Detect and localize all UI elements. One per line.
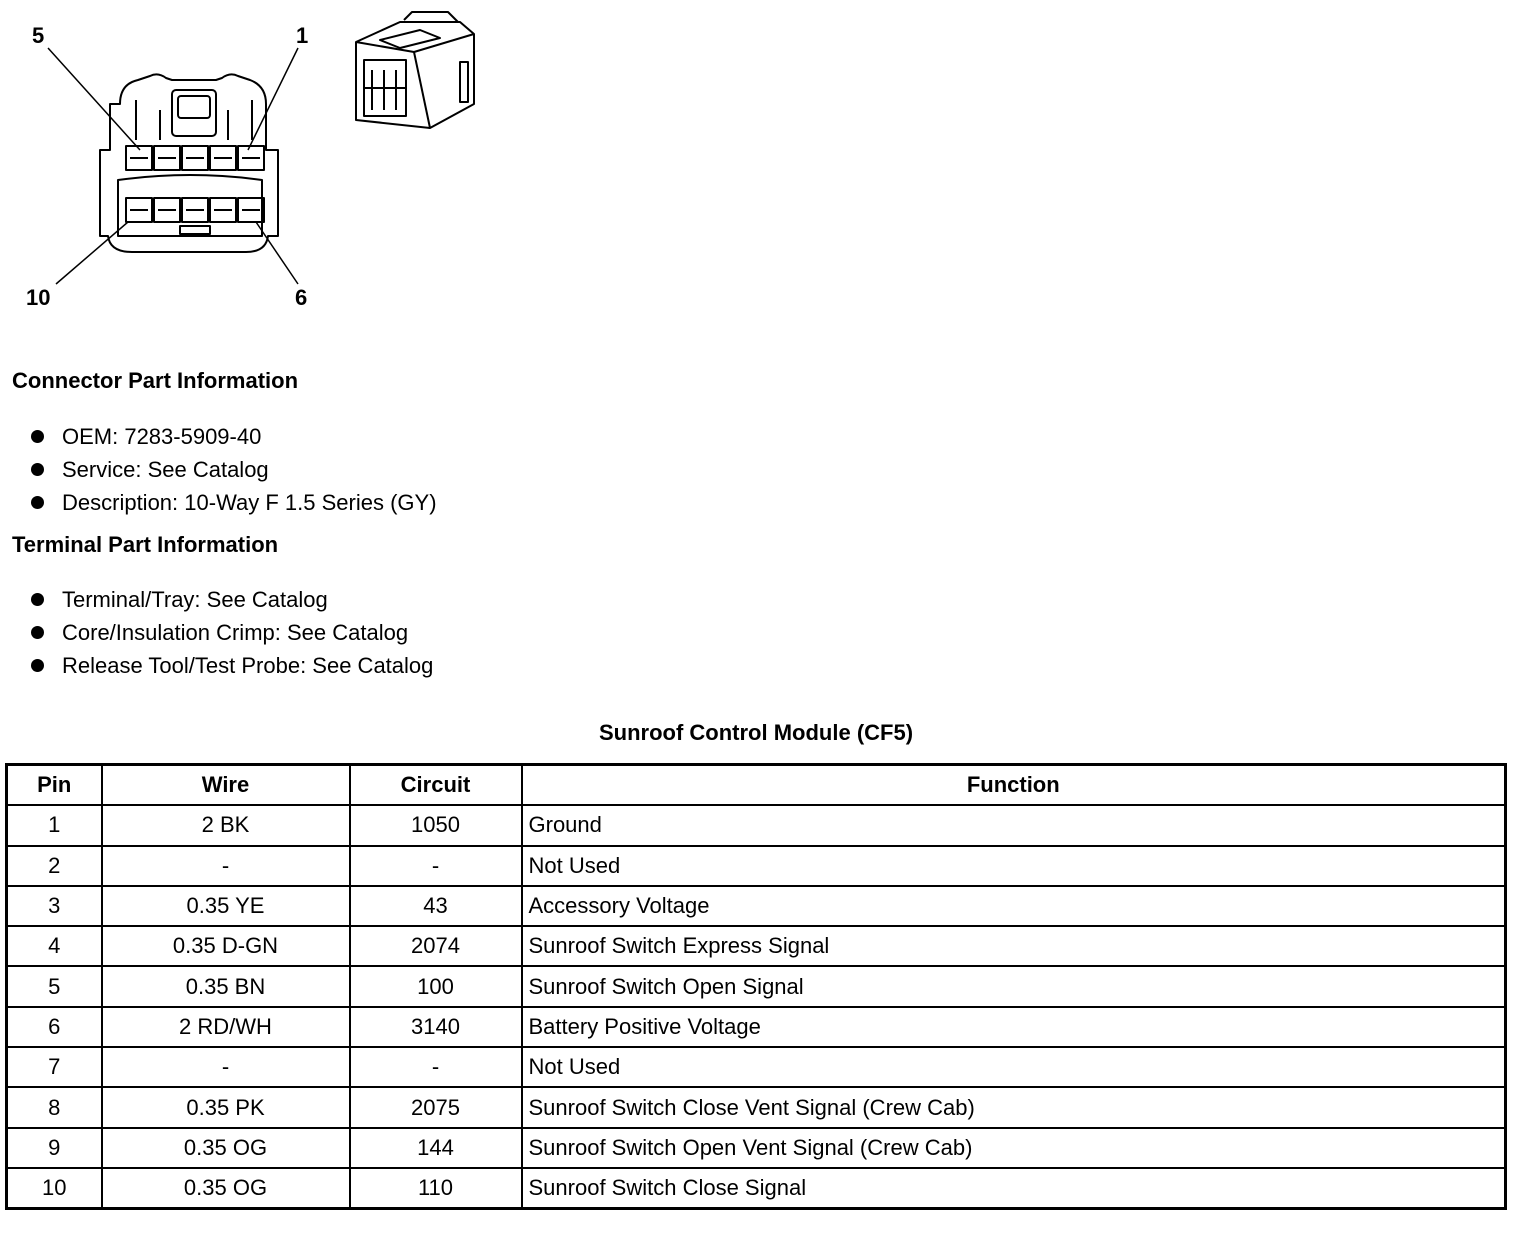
circuit-cell: 110	[350, 1168, 522, 1209]
bullet-icon	[31, 659, 44, 672]
table-row	[7, 846, 1506, 886]
pin-1-leader	[248, 48, 298, 150]
bullet-icon	[31, 496, 44, 509]
pin-cell: 10	[7, 1168, 102, 1209]
function-cell: Battery Positive Voltage	[522, 1007, 1506, 1047]
circuit-cell: 1050	[350, 805, 522, 845]
pin-cell: 6	[7, 1007, 102, 1047]
pin-10-leader	[56, 222, 128, 284]
table-row	[7, 1168, 1506, 1209]
pin-callout-1: 1	[296, 23, 309, 48]
connector-bottom-row-cavities	[126, 198, 264, 234]
pin-cell: 2	[7, 846, 102, 886]
table-row	[7, 1087, 1506, 1127]
list-item	[28, 583, 433, 616]
table-row	[7, 1007, 1506, 1047]
bullet-icon	[31, 593, 44, 606]
bullet-icon	[31, 626, 44, 639]
wire-cell: 0.35 D-GN	[102, 926, 350, 966]
wire-cell: 0.35 PK	[102, 1087, 350, 1127]
function-cell: Sunroof Switch Open Signal	[522, 966, 1506, 1006]
circuit-cell: 2075	[350, 1087, 522, 1127]
pin-callout-6: 6	[295, 285, 308, 310]
terminal-part-info-list	[28, 583, 433, 682]
function-cell: Sunroof Switch Close Vent Signal (Crew Cab)	[522, 1087, 1506, 1127]
circuit-cell: -	[350, 846, 522, 886]
pinout-table	[5, 763, 1507, 1210]
column-header-wire: Wire	[102, 765, 350, 806]
pin-cell: 4	[7, 926, 102, 966]
table-row	[7, 805, 1506, 845]
function-cell: Sunroof Switch Express Signal	[522, 926, 1506, 966]
pin-cell: 1	[7, 805, 102, 845]
terminal-part-info-heading: Terminal Part Information	[12, 532, 279, 557]
table-row	[7, 1128, 1506, 1168]
bullet-icon	[31, 463, 44, 476]
circuit-cell: 3140	[350, 1007, 522, 1047]
connector-part-info-list	[28, 420, 437, 519]
table-row	[7, 1047, 1506, 1087]
pin-cell: 5	[7, 966, 102, 1006]
connector-isometric-view	[356, 12, 474, 128]
pin-cell: 9	[7, 1128, 102, 1168]
table-header-row	[7, 765, 1506, 806]
connector-part-info-heading: Connector Part Information	[12, 368, 299, 393]
pin-callout-5: 5	[32, 23, 45, 48]
function-cell: Sunroof Switch Open Vent Signal (Crew Cab)	[522, 1128, 1506, 1168]
column-header-function: Function	[522, 765, 1506, 806]
pin-cell: 3	[7, 886, 102, 926]
circuit-cell: 2074	[350, 926, 522, 966]
function-cell: Sunroof Switch Close Signal	[522, 1168, 1506, 1209]
bullet-icon	[31, 430, 44, 443]
table-row	[7, 926, 1506, 966]
circuit-cell: 43	[350, 886, 522, 926]
pin-5-leader	[48, 48, 140, 150]
function-cell: Not Used	[522, 846, 1506, 886]
list-item-text: Core/Insulation Crimp: See Catalog	[62, 620, 409, 645]
wire-cell: -	[102, 1047, 350, 1087]
list-item-text: Service: See Catalog	[62, 457, 269, 482]
list-item-text: OEM: 7283-5909-40	[62, 424, 262, 449]
table-row	[7, 886, 1506, 926]
list-item-text: Description: 10-Way F 1.5 Series (GY)	[62, 490, 437, 515]
pin-cell: 8	[7, 1087, 102, 1127]
table-row	[7, 966, 1506, 1006]
function-cell: Ground	[522, 805, 1506, 845]
connector-top-row-cavities	[126, 146, 264, 170]
list-item-text: Release Tool/Test Probe: See Catalog	[62, 653, 434, 678]
wire-cell: -	[102, 846, 350, 886]
wire-cell: 0.35 BN	[102, 966, 350, 1006]
circuit-cell: 100	[350, 966, 522, 1006]
list-item	[28, 649, 433, 682]
pin-callout-10: 10	[26, 285, 51, 310]
pin-cell: 7	[7, 1047, 102, 1087]
list-item	[28, 616, 433, 649]
function-cell: Not Used	[522, 1047, 1506, 1087]
circuit-cell: -	[350, 1047, 522, 1087]
function-cell: Accessory Voltage	[522, 886, 1506, 926]
column-header-pin: Pin	[7, 765, 102, 806]
circuit-cell: 144	[350, 1128, 522, 1168]
wire-cell: 2 BK	[102, 805, 350, 845]
column-header-circuit: Circuit	[350, 765, 522, 806]
connector-diagram	[0, 0, 520, 320]
list-item	[28, 486, 437, 519]
wire-cell: 0.35 OG	[102, 1168, 350, 1209]
pinout-table-title: Sunroof Control Module (CF5)	[598, 720, 914, 745]
wire-cell: 0.35 YE	[102, 886, 350, 926]
list-item	[28, 453, 437, 486]
list-item-text: Terminal/Tray: See Catalog	[62, 587, 328, 612]
wire-cell: 2 RD/WH	[102, 1007, 350, 1047]
wire-cell: 0.35 OG	[102, 1128, 350, 1168]
list-item	[28, 420, 437, 453]
